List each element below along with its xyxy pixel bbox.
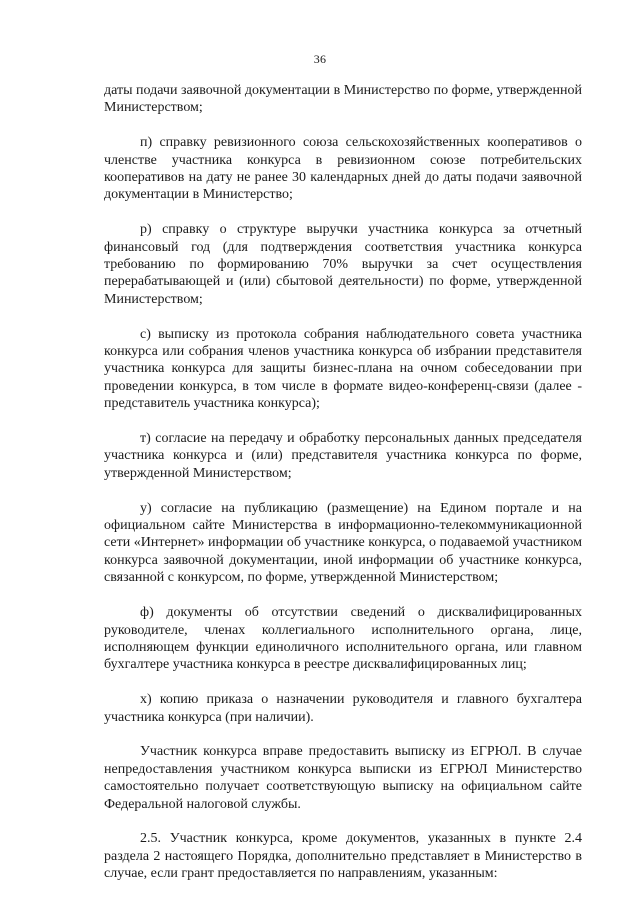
paragraph-item-u: у) согласие на публикацию (размещение) на Едином портале и на официальном сайте Министерства в информационно-телекоммуникационной сети «Интернет» информации об участнике конкурса, о подаваемой участником конкурса заявочной документации, иной информации об участнике конкурса, связанной с конкурсом, по форме, утвержденной Министерством; (104, 500, 582, 586)
paragraph-item-r: р) справку о структуре выручки участника конкурса за отчетный финансовый год (для подтверждения соответствия участника конкурса требованию по формированию 70% выручки за счет осуществления перерабатывающей и (или) сбытовой деятельности) по форме, утвержденной Министерством; (104, 222, 582, 307)
document-body (104, 82, 582, 900)
paragraph-item-f: ф) документы об отсутствии сведений о дисквалифицированных руководителе, членах коллегиального исполнительного органа, лице, исполняющем функции единоличного исполнительного органа, или главном бухгалтере участника конкурса в реестре дисквалифицированных лиц; (104, 605, 582, 673)
paragraph-section-2-5: 2.5. Участник конкурса, кроме документов, указанных в пункте 2.4 раздела 2 настоящего Порядка, дополнительно представляет в Министерство в случае, если грант предоставляется по направлениям, указанным: (104, 831, 582, 882)
paragraph-item-h: х) копию приказа о назначении руководителя и главного бухгалтера участника конкурса (при наличии). (104, 692, 582, 725)
page-number: 36 (313, 52, 327, 66)
paragraph-continuation: даты подачи заявочной документации в Министерство по форме, утвержденной Министерством; (104, 83, 582, 116)
paragraph-item-t: т) согласие на передачу и обработку персональных данных председателя участника конкурса и (или) представителя участника конкурса по форме, утвержденной Министерством; (104, 431, 582, 481)
paragraph-item-p: п) справку ревизионного союза сельскохозяйственных кооперативов о членстве участника конкурса в ревизионном союзе потребительских кооперативов на дату не ранее 30 календарных дней до даты подачи заявочной документации в Министерство; (104, 135, 582, 203)
paragraph-egrul-note: Участник конкурса вправе предоставить выписку из ЕГРЮЛ. В случае непредоставления участником конкурса выписки из ЕГРЮЛ Министерство самостоятельно получает соответствующую выписку на официальном сайте Федеральной налоговой службы. (104, 744, 582, 812)
paragraph-item-s: с) выписку из протокола собрания наблюдательного совета участника конкурса или собрания членов участника конкурса об избрании представителя участника конкурса для защиты бизнес-плана на очном собеседовании при проведении конкурса, в том числе в формате видео-конференц-связи (далее - представитель участника конкурса); (104, 326, 582, 412)
